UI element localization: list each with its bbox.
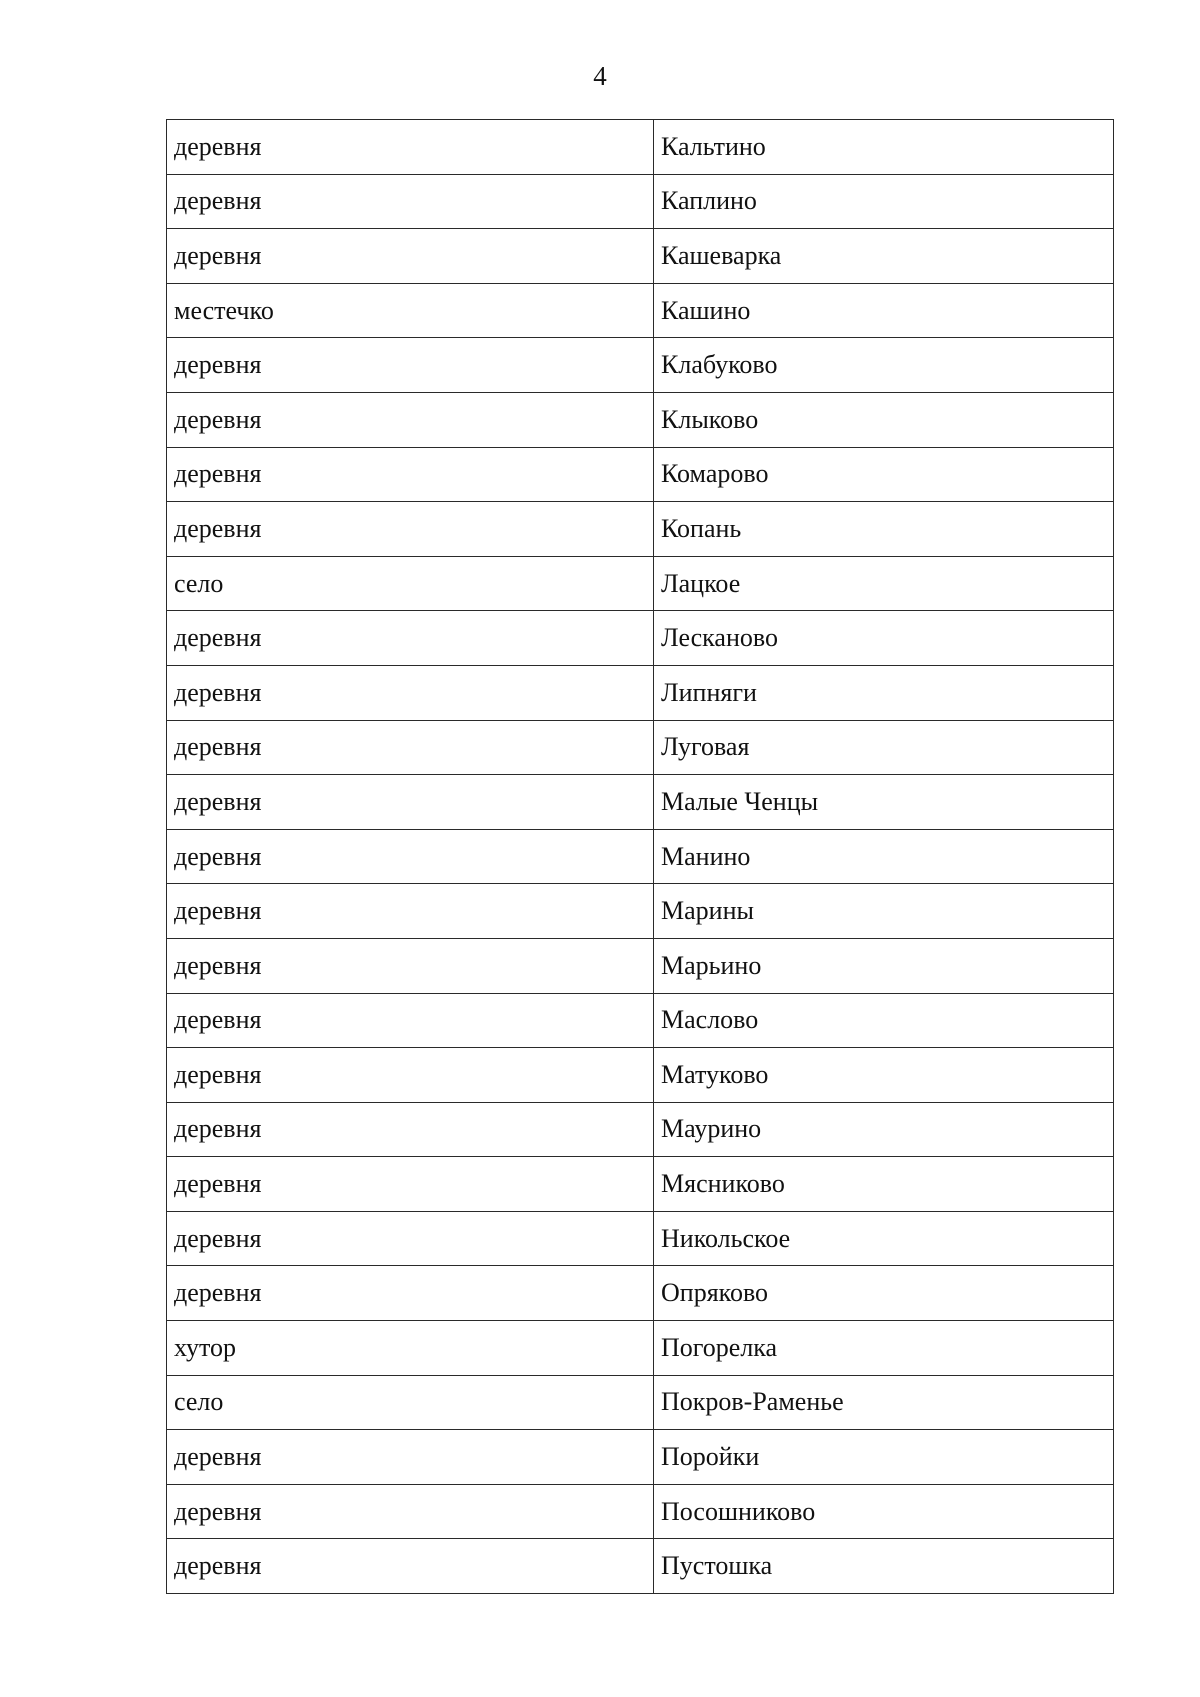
- settlement-type-cell: деревня: [167, 829, 654, 884]
- settlement-name-cell: Погорелка: [654, 1321, 1114, 1376]
- settlement-name-cell: Опряково: [654, 1266, 1114, 1321]
- settlement-name-cell: Кашеварка: [654, 229, 1114, 284]
- settlement-name-cell: Марины: [654, 884, 1114, 939]
- settlement-type-cell: деревня: [167, 502, 654, 557]
- table-row: [167, 665, 1114, 720]
- table-row: [167, 447, 1114, 502]
- settlement-type-cell: деревня: [167, 665, 654, 720]
- settlement-name-cell: Марьино: [654, 938, 1114, 993]
- settlement-name-cell: Мясниково: [654, 1157, 1114, 1212]
- table-row: [167, 938, 1114, 993]
- table-row: [167, 829, 1114, 884]
- settlement-name-cell: Посошниково: [654, 1484, 1114, 1539]
- table-row: [167, 229, 1114, 284]
- table-row: [167, 120, 1114, 175]
- settlement-type-cell: деревня: [167, 1211, 654, 1266]
- settlement-name-cell: Клыково: [654, 392, 1114, 447]
- settlement-type-cell: деревня: [167, 229, 654, 284]
- table-row: [167, 611, 1114, 666]
- table-row: [167, 775, 1114, 830]
- table-row: [167, 556, 1114, 611]
- table-row: [167, 174, 1114, 229]
- settlement-name-cell: Каплино: [654, 174, 1114, 229]
- settlement-type-cell: деревня: [167, 993, 654, 1048]
- settlements-table-body: [167, 120, 1114, 1594]
- settlement-type-cell: деревня: [167, 174, 654, 229]
- table-row: [167, 1430, 1114, 1485]
- settlement-name-cell: Никольское: [654, 1211, 1114, 1266]
- settlement-name-cell: Маурино: [654, 1102, 1114, 1157]
- table-row: [167, 392, 1114, 447]
- settlement-name-cell: Матуково: [654, 1048, 1114, 1103]
- settlement-type-cell: деревня: [167, 1048, 654, 1103]
- settlement-name-cell: Малые Ченцы: [654, 775, 1114, 830]
- table-row: [167, 1102, 1114, 1157]
- settlement-type-cell: деревня: [167, 1102, 654, 1157]
- table-row: [167, 1266, 1114, 1321]
- table-row: [167, 502, 1114, 557]
- settlement-type-cell: хутор: [167, 1321, 654, 1376]
- settlement-type-cell: деревня: [167, 1484, 654, 1539]
- settlement-name-cell: Луговая: [654, 720, 1114, 775]
- table-row: [167, 338, 1114, 393]
- table-row: [167, 884, 1114, 939]
- settlement-type-cell: деревня: [167, 720, 654, 775]
- settlement-type-cell: деревня: [167, 1539, 654, 1594]
- table-row: [167, 1211, 1114, 1266]
- settlement-name-cell: Лацкое: [654, 556, 1114, 611]
- settlement-name-cell: Манино: [654, 829, 1114, 884]
- settlement-name-cell: Лесканово: [654, 611, 1114, 666]
- table-row: [167, 720, 1114, 775]
- settlement-type-cell: местечко: [167, 283, 654, 338]
- settlement-name-cell: Поройки: [654, 1430, 1114, 1485]
- table-row: [167, 1484, 1114, 1539]
- table-row: [167, 1321, 1114, 1376]
- settlement-type-cell: деревня: [167, 1266, 654, 1321]
- settlement-name-cell: Копань: [654, 502, 1114, 557]
- settlement-type-cell: село: [167, 556, 654, 611]
- settlement-name-cell: Маслово: [654, 993, 1114, 1048]
- settlement-type-cell: деревня: [167, 120, 654, 175]
- settlement-name-cell: Кальтино: [654, 120, 1114, 175]
- page-number: 4: [593, 61, 607, 91]
- settlement-type-cell: деревня: [167, 1157, 654, 1212]
- settlements-table: [166, 119, 1114, 1594]
- settlement-type-cell: деревня: [167, 1430, 654, 1485]
- settlement-type-cell: деревня: [167, 938, 654, 993]
- settlement-name-cell: Липняги: [654, 665, 1114, 720]
- settlement-type-cell: деревня: [167, 338, 654, 393]
- settlement-name-cell: Комарово: [654, 447, 1114, 502]
- table-row: [167, 1375, 1114, 1430]
- table-row: [167, 1157, 1114, 1212]
- settlement-type-cell: деревня: [167, 392, 654, 447]
- table-row: [167, 1539, 1114, 1594]
- settlement-type-cell: деревня: [167, 611, 654, 666]
- settlement-type-cell: село: [167, 1375, 654, 1430]
- settlement-name-cell: Пустошка: [654, 1539, 1114, 1594]
- table-row: [167, 283, 1114, 338]
- settlement-name-cell: Кашино: [654, 283, 1114, 338]
- table-row: [167, 1048, 1114, 1103]
- settlement-name-cell: Клабуково: [654, 338, 1114, 393]
- settlement-type-cell: деревня: [167, 447, 654, 502]
- settlement-type-cell: деревня: [167, 884, 654, 939]
- table-row: [167, 993, 1114, 1048]
- settlement-type-cell: деревня: [167, 775, 654, 830]
- settlement-name-cell: Покров-Раменье: [654, 1375, 1114, 1430]
